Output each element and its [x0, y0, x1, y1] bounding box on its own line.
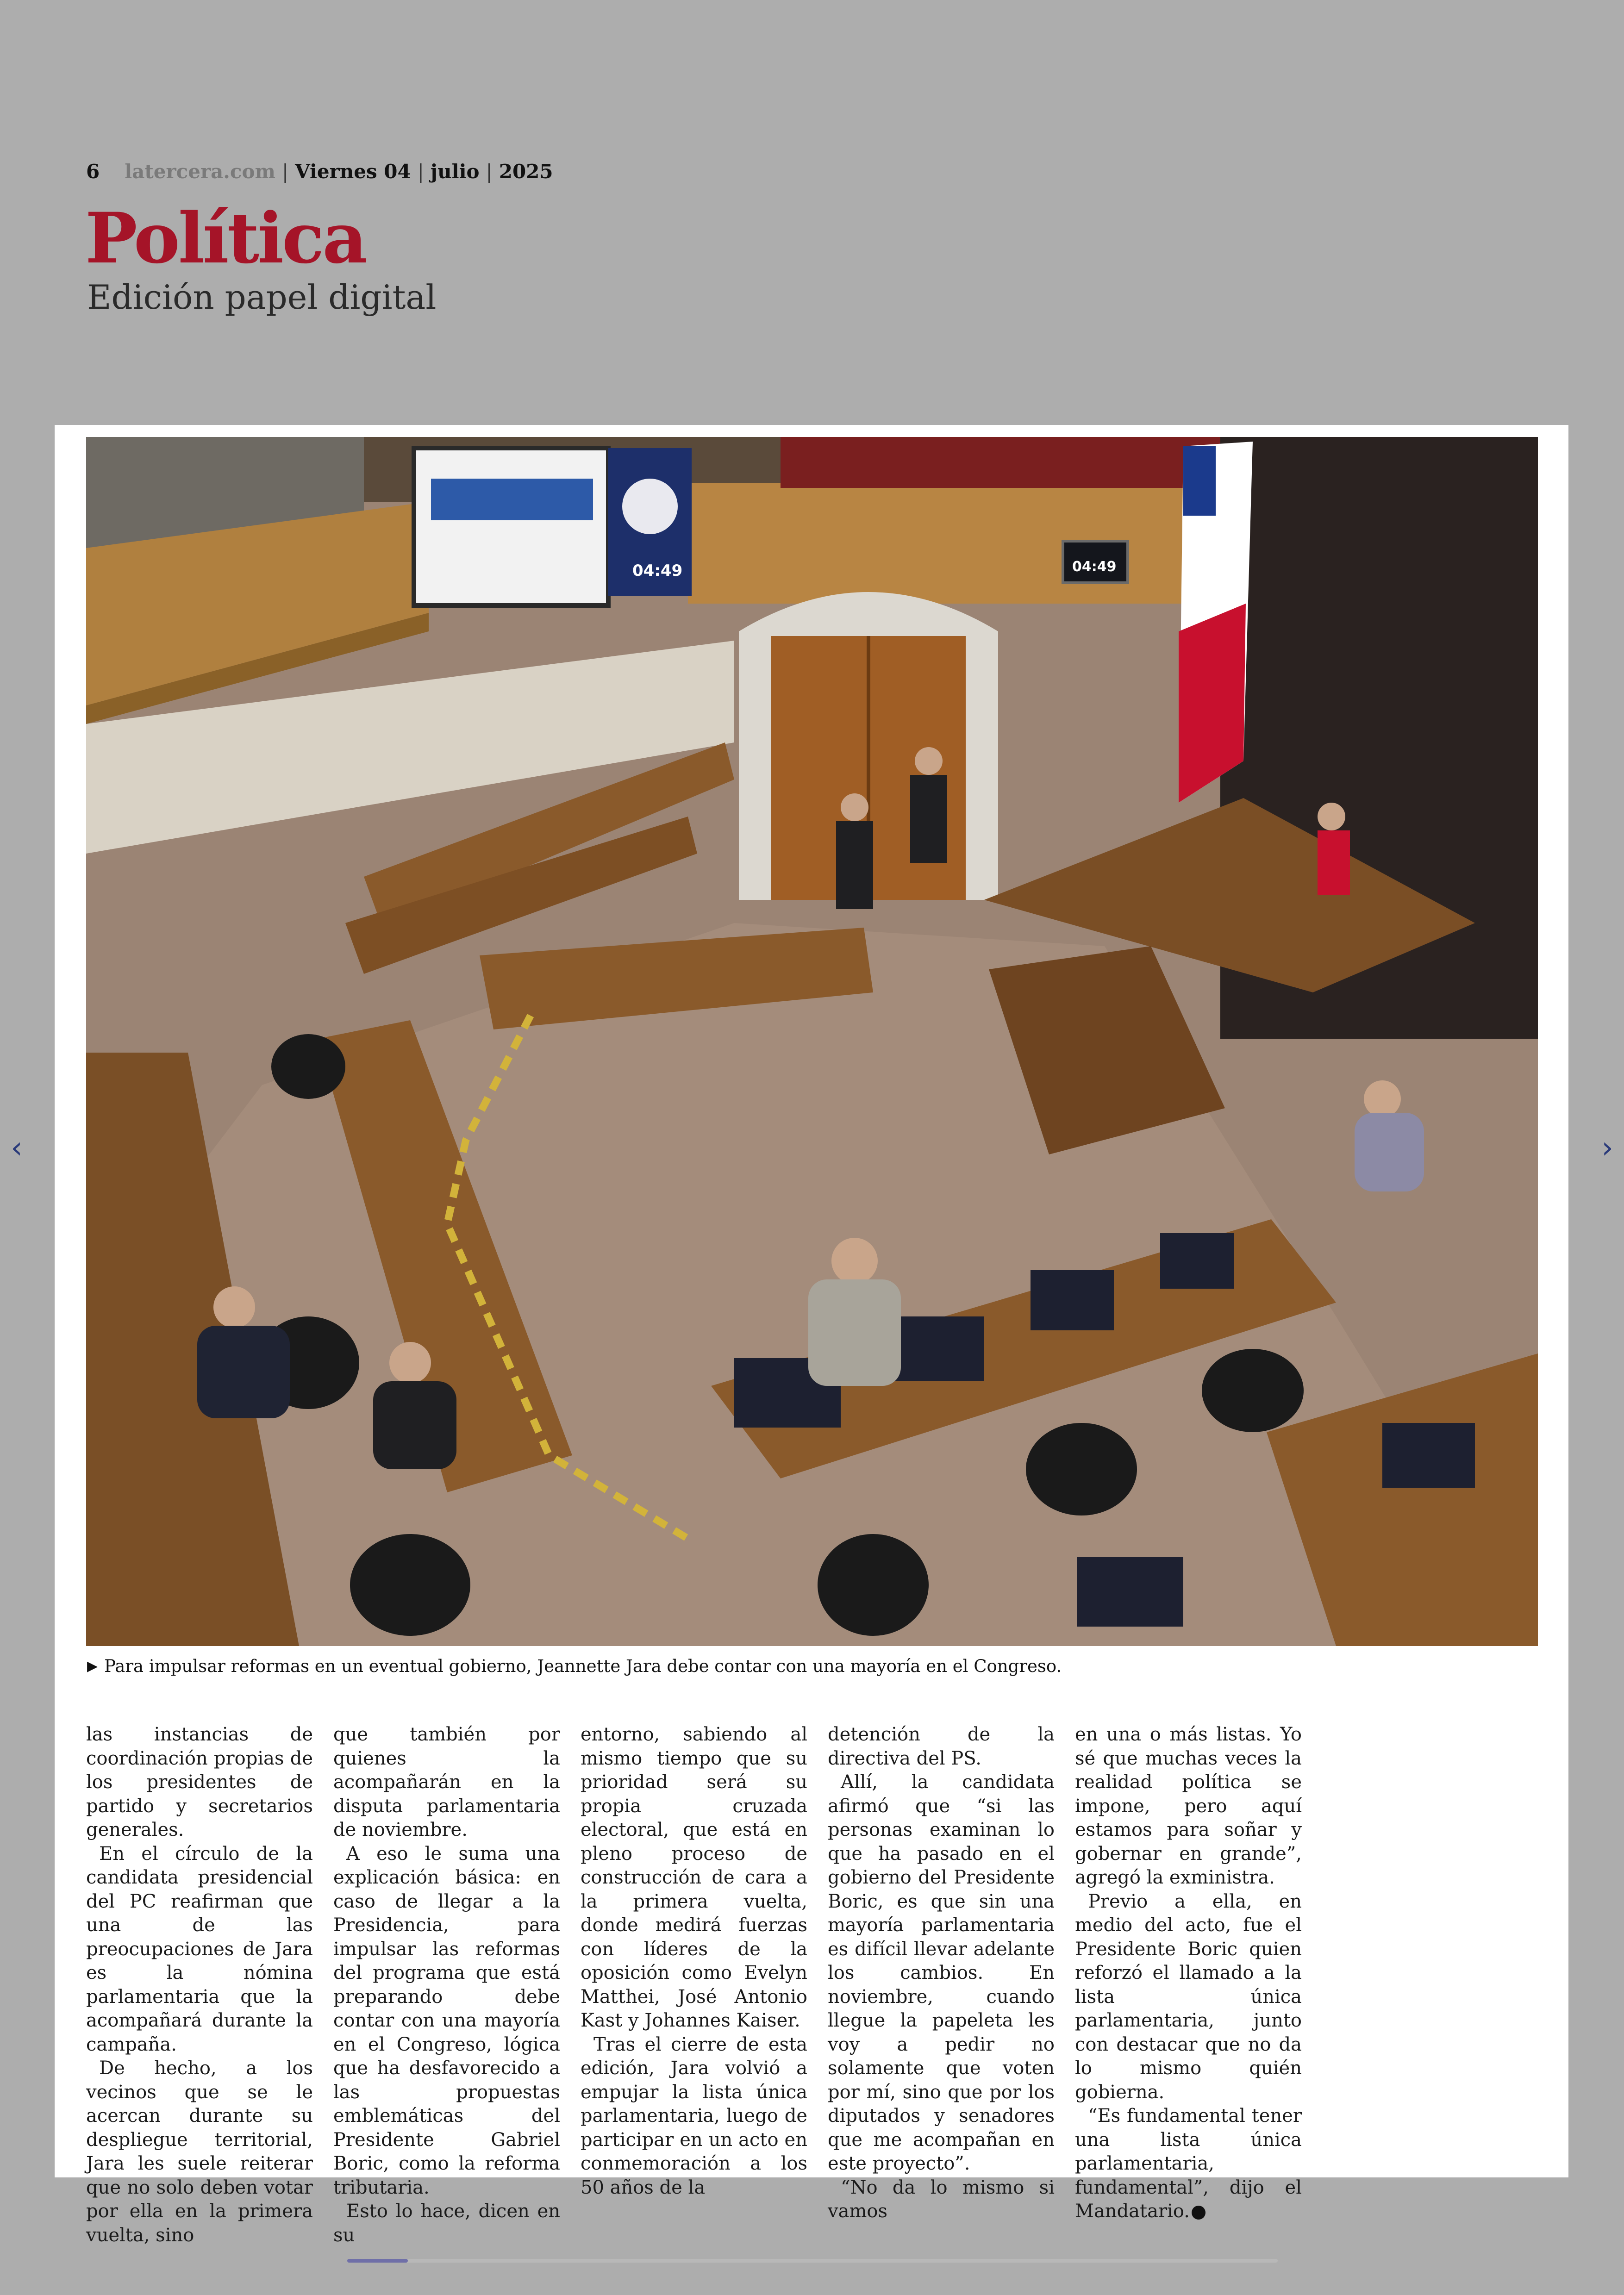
site-name: latercera.com [125, 160, 275, 183]
paragraph: De hecho, a los vecinos que se le acercan durante su despliegue territorial, Jara les suele reiterar que no solo deben votar por ella en la primera vuelta, sino [86, 2058, 313, 2246]
header-separator: | [281, 160, 289, 183]
paragraph: Esto lo hace, dicen en su [333, 2201, 560, 2246]
paragraph: en una o más listas. Yo sé que muchas veces la realidad política se impone, pero aquí estamos para soñar y gobernar en grande”, agregó la exministra. [1075, 1724, 1302, 1888]
screen-clock: 04:49 [632, 561, 683, 580]
page-header [86, 160, 553, 183]
section-subtitle: Edición papel digital [87, 278, 437, 317]
article-column-1 [86, 1723, 313, 2247]
next-page-button[interactable]: › [1601, 1131, 1613, 1165]
paragraph: Previo a ella, en medio del acto, fue el Presidente Boric quien reforzó el llamado a la lista única parlamentaria, junto con destacar que no da lo mismo quién gobierna. [1075, 1890, 1302, 2103]
paragraph: las instancias de coordinación propias de los presidentes de partido y secretarios generales. [86, 1724, 313, 1840]
paragraph: Allí, la candidata afirmó que “si las personas examinan lo que ha pasado en el gobierno del Presidente Boric, es que sin una mayoría parlamentaria es difícil llevar adelante los cambios. En noviembre, cuando llegue la papeleta les voy a pedir no solamente que voten por mí, sino que por los diputados y senadores que me acompañan en este proyecto”. [828, 1771, 1055, 2174]
header-year: 2025 [499, 160, 553, 183]
paragraph: “No da lo mismo si vamos [828, 2177, 1055, 2222]
paragraph: entorno, sabiendo al mismo tiempo que su prioridad será su propia cruzada electoral, que está en pleno proceso de construcción de cara a la primera vuelta, donde medirá fuerzas con líderes de la oposición como Evelyn Matthei, José Antonio Kast y Johannes Kaiser. [581, 1724, 807, 2031]
article-column-5 [1075, 1723, 1302, 2247]
header-separator: | [417, 160, 424, 183]
paragraph: detención de la directiva del PS. [828, 1724, 1055, 1769]
paragraph-final [1075, 2104, 1302, 2224]
paragraph: que también por quienes la acompañarán en la disputa parlamentaria de noviembre. [333, 1724, 560, 1840]
photo-illustration [86, 437, 1538, 1646]
page-number: 6 [86, 160, 100, 183]
article-column-2 [333, 1723, 560, 2247]
end-mark-icon [1192, 2206, 1206, 2220]
paragraph: Tras el cierre de esta edición, Jara volvió a empujar la lista única parlamentaria, luego de participar en un acto en conmemoración a los 50 años de la [581, 2033, 807, 2198]
previous-page-button[interactable]: ‹ [11, 1131, 23, 1165]
photo-caption [87, 1656, 1062, 1676]
paragraph: En el círculo de la candidata presidencial del PC reafirman que una de las preocupaciones de Jara es la nómina parlamentaria que la acompañará durante la campaña. [86, 1843, 313, 2055]
caption-arrow-icon: ▶ [87, 1658, 98, 1674]
article-column-4 [828, 1723, 1055, 2247]
article-column-3 [581, 1723, 807, 2247]
article-columns [86, 1723, 1304, 2247]
paragraph: A eso le suma una explicación básica: en caso de llegar a la Presidencia, para impulsar las reformas del programa que está preparando debe contar con una mayoría en el Congreso, lógica que ha desfavorecido a las propuestas emblemáticas del Presidente Gabriel Boric, como la reforma tributaria. [333, 1843, 560, 2198]
magazine-page [55, 425, 1568, 2246]
reading-progress-fill [347, 2259, 408, 2263]
header-month: julio [430, 160, 480, 183]
header-separator: | [486, 160, 493, 183]
paragraph-final-text: “Es fundamental tener una lista única parlamentaria, fundamental”, dijo el Mandatario. [1075, 2105, 1302, 2222]
header-day: Viernes 04 [295, 160, 411, 183]
senate-chamber-photo [86, 437, 1538, 1646]
caption-text: Para impulsar reformas en un eventual gobierno, Jeannette Jara debe contar con una mayoría en el Congreso. [104, 1656, 1062, 1676]
section-title: Política [85, 198, 366, 279]
reading-progress-bar[interactable] [347, 2259, 1278, 2263]
wall-clock: 04:49 [1072, 559, 1117, 575]
